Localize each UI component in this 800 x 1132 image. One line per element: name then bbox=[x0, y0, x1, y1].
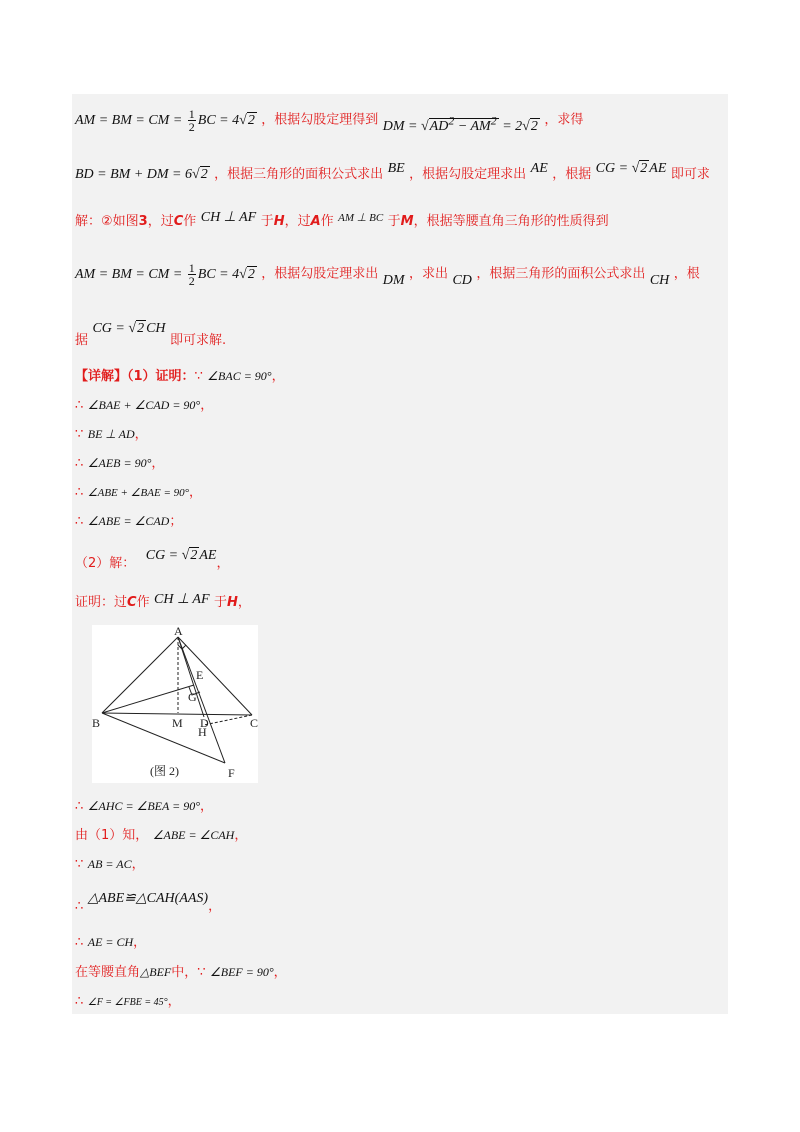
because-symbol: ∵ bbox=[75, 857, 84, 872]
segment-af bbox=[178, 637, 225, 763]
label-a: A bbox=[174, 625, 183, 638]
label-e: E bbox=[196, 668, 204, 682]
detail-line-15 bbox=[75, 991, 181, 1013]
analysis-line-3 bbox=[75, 211, 609, 232]
math-ch: CH bbox=[649, 272, 670, 288]
therefore-symbol: ∴ bbox=[75, 398, 84, 413]
figure-caption: (图 2) bbox=[150, 764, 179, 778]
therefore-symbol: ∴ bbox=[75, 799, 84, 814]
label-d: D bbox=[200, 716, 209, 730]
text: ，过 bbox=[284, 214, 311, 229]
therefore-symbol: ∴ bbox=[75, 514, 84, 529]
analysis-line-1 bbox=[75, 104, 583, 133]
math: AE = CH bbox=[87, 935, 134, 949]
text: 于 bbox=[387, 214, 401, 229]
math-am-perp-bc: AM ⊥ BC bbox=[338, 212, 384, 224]
label-h: H bbox=[198, 725, 207, 739]
detail-line-5 bbox=[75, 482, 202, 503]
detail-line-3 bbox=[75, 424, 148, 445]
figure-number: 3 bbox=[138, 214, 148, 229]
text: ，求出 bbox=[408, 266, 448, 282]
geometry-figure bbox=[92, 625, 258, 783]
math: ∠F = ∠FBE = 45° bbox=[87, 997, 168, 1008]
math-am-bm-cm: AM = BM = CM = $\frac{1}{2}$ BC = 4√2 bbox=[75, 261, 255, 288]
text: ，根据三角形的面积公式求出 bbox=[214, 167, 384, 182]
point-c: C bbox=[173, 214, 184, 229]
detail-line-14 bbox=[75, 962, 287, 983]
math: ∠ABE + ∠BAE = 90° bbox=[87, 487, 190, 499]
text: 证明：过 bbox=[75, 595, 128, 610]
math: ∠BAC = 90° bbox=[207, 369, 272, 383]
math-cg-ae: CG = √2 AE bbox=[145, 548, 217, 563]
point-c: C bbox=[127, 595, 137, 610]
text: ， bbox=[237, 595, 251, 610]
detail-line-4 bbox=[75, 453, 164, 474]
label-m: M bbox=[172, 716, 183, 730]
text: 于 bbox=[213, 595, 227, 610]
text: ， bbox=[133, 935, 147, 950]
text: ， bbox=[200, 398, 214, 413]
text: 由（1）知， bbox=[75, 828, 149, 843]
math-cd: CD bbox=[452, 272, 472, 288]
math: ∠BEF = 90° bbox=[209, 965, 274, 979]
text: ， bbox=[134, 427, 148, 442]
text: ，根据勾股定理得到 bbox=[261, 112, 379, 128]
text: 即可求 bbox=[670, 167, 710, 182]
therefore-symbol: ∴ bbox=[75, 994, 84, 1009]
math: AB = AC bbox=[87, 857, 132, 871]
math: ∠ABE = ∠CAD bbox=[87, 514, 170, 528]
math: BE ⊥ AD bbox=[87, 427, 135, 441]
text: 据 bbox=[75, 333, 89, 348]
text: ， bbox=[189, 485, 203, 500]
text: ， bbox=[234, 828, 248, 843]
section-label: 【详解】（1）证明： bbox=[75, 369, 195, 384]
detail-line-8 bbox=[75, 592, 251, 613]
text: 作 bbox=[320, 214, 334, 229]
text: ，根据三角形的面积公式求出 bbox=[476, 266, 646, 282]
text: （2）解： bbox=[75, 556, 136, 571]
text: ，根 bbox=[673, 266, 700, 282]
math-dm: DM = $√AD^2 - AM^2 = 2√2$ bbox=[382, 113, 538, 134]
analysis-line-5 bbox=[75, 318, 227, 348]
therefore-symbol: ∴ bbox=[75, 899, 84, 914]
label-b: B bbox=[92, 716, 101, 730]
text: ， bbox=[271, 369, 285, 384]
math-ch-perp-af: CH ⊥ AF bbox=[154, 592, 210, 607]
label-f: F bbox=[228, 766, 235, 780]
detail-line-11 bbox=[75, 854, 145, 875]
math: ∠AEB = 90° bbox=[87, 456, 152, 470]
math-ae: AE bbox=[530, 161, 548, 176]
text: ， bbox=[200, 799, 214, 814]
math: △BEF bbox=[140, 965, 172, 979]
detail-line-6 bbox=[75, 511, 182, 532]
therefore-symbol: ∴ bbox=[75, 456, 84, 471]
text: ， bbox=[216, 556, 230, 571]
text: 作 bbox=[136, 595, 150, 610]
text: 在等腰直角 bbox=[75, 965, 141, 980]
because-symbol: ∵ bbox=[194, 369, 203, 384]
math-bd: BD = BM + DM = 6√2 bbox=[75, 167, 208, 182]
analysis-line-2 bbox=[75, 161, 710, 185]
text: 于 bbox=[260, 214, 274, 229]
analysis-line-4 bbox=[75, 262, 700, 287]
point-h: H bbox=[273, 214, 285, 229]
segment-bc bbox=[102, 713, 252, 715]
math-ch-perp-af: CH ⊥ AF bbox=[200, 210, 257, 225]
label-c: C bbox=[250, 716, 258, 730]
math-congruence: △ABE≌△CAH(AAS) bbox=[87, 891, 209, 906]
text: ，根据 bbox=[552, 167, 592, 182]
detail-line-12 bbox=[75, 888, 222, 914]
text: ， bbox=[208, 899, 222, 914]
text: 中， bbox=[171, 965, 198, 980]
detail-line-13 bbox=[75, 932, 146, 953]
because-symbol: ∵ bbox=[197, 965, 206, 980]
point-m: M bbox=[400, 214, 414, 229]
text: ， bbox=[131, 857, 145, 872]
math-be: BE bbox=[387, 161, 405, 176]
math: ∠BAE + ∠CAD = 90° bbox=[87, 398, 201, 412]
detail-line-7 bbox=[75, 545, 230, 571]
math: ∠ABE = ∠CAH bbox=[152, 828, 235, 842]
text: ，根据勾股定理求出 bbox=[261, 266, 379, 282]
text: ； bbox=[169, 514, 183, 529]
label-g: G bbox=[188, 690, 197, 704]
text: 解：②如图 bbox=[75, 214, 139, 229]
detail-line-10 bbox=[75, 825, 247, 846]
math-dm: DM bbox=[382, 272, 405, 288]
point-h: H bbox=[227, 595, 238, 610]
point-a: A bbox=[310, 214, 321, 229]
because-symbol: ∵ bbox=[75, 427, 84, 442]
text: ，过 bbox=[147, 214, 174, 229]
math: ∠AHC = ∠BEA = 90° bbox=[87, 799, 201, 813]
detail-line-9 bbox=[75, 796, 213, 817]
segment-ch bbox=[204, 715, 252, 725]
text: ，根据等腰直角三角形的性质得到 bbox=[413, 214, 609, 229]
therefore-symbol: ∴ bbox=[75, 485, 84, 500]
math-cg-ch: CG = √2 CH bbox=[92, 321, 166, 336]
text: ， bbox=[273, 965, 287, 980]
text: 作 bbox=[183, 214, 197, 229]
text: ， bbox=[167, 994, 181, 1009]
math-cg: CG = √2 AE bbox=[595, 161, 667, 176]
text: ，求得 bbox=[544, 112, 584, 128]
math-am-bm-cm: AM = BM = CM = $\frac{1}{2}$ BC = 4√2 bbox=[75, 106, 255, 134]
text: 即可求解. bbox=[169, 333, 227, 348]
detail-line-1 bbox=[75, 366, 285, 387]
text: ，根据勾股定理求出 bbox=[409, 167, 527, 182]
detail-line-2 bbox=[75, 395, 213, 416]
text: ， bbox=[151, 456, 165, 471]
therefore-symbol: ∴ bbox=[75, 935, 84, 950]
